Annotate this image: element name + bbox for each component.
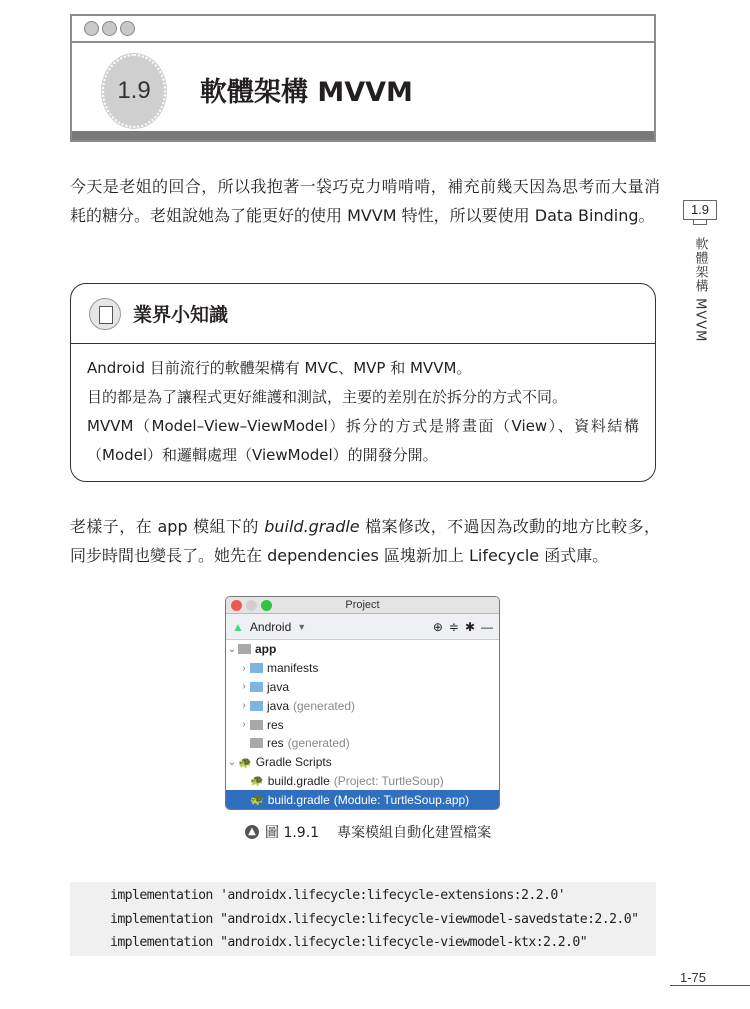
figure-caption: ▲ 圖 1.9.1 專案模組自動化建置檔案 (245, 822, 491, 842)
tip-box (70, 283, 656, 482)
android-icon: ▲ (232, 619, 244, 634)
tree-item[interactable]: › manifests (242, 661, 319, 676)
paragraph: 今天是老姐的回合，所以我抱著一袋巧克力啃啃啃，補充前幾天因為思考而大量消耗的糖分。老姐說她為了能更好的使用 MVVM 特性，所以要使用 Data Binding。 (70, 177, 660, 225)
tree-item[interactable]: 🐢 build.gradle (Project: TurtleSoup) (250, 773, 444, 788)
project-window (225, 596, 500, 810)
code-block (70, 882, 656, 956)
tree-item[interactable]: › res (242, 717, 284, 732)
paragraph: 老樣子，在 app 模組下的 build.gradle 檔案修改，不過因為改動的地方比較多，同步時間也變長了。她先在 dependencies 區塊新加上 Lifecycle 函式庫。 (70, 517, 660, 565)
collapse-icon[interactable]: ≑ (448, 619, 459, 634)
notes-icon (89, 298, 121, 330)
code-line: implementation "androidx.lifecycle:lifecycle-viewmodel-ktx:2.2.0" (110, 935, 588, 950)
section-number-badge: 1.9 (102, 54, 166, 128)
tree-item[interactable]: › java (242, 679, 290, 694)
locate-icon[interactable]: ⊕ (432, 619, 443, 634)
view-selector[interactable]: Android (249, 619, 292, 634)
side-tab (680, 200, 720, 342)
minimize-icon[interactable]: — (481, 619, 493, 634)
chapter-header (70, 14, 656, 142)
tree-item[interactable]: ⌄ app (227, 642, 277, 657)
code-line: implementation "androidx.lifecycle:lifecycle-viewmodel-savedstate:2.2.0" (110, 911, 639, 927)
window-title: Project (345, 599, 380, 611)
side-tab-title: 軟體架構 MVVM (692, 237, 708, 343)
gradle-icon: 🐢 (250, 775, 264, 788)
code-line: implementation 'androidx.lifecycle:lifecycle-extensions:2.2.0' (110, 888, 566, 903)
page-number: 1-75 (670, 970, 750, 986)
tree-item[interactable]: › java (generated) (242, 698, 356, 713)
gear-icon[interactable]: ✱ (464, 619, 475, 634)
gradle-icon: 🐢 (250, 794, 264, 807)
tree-item-selected[interactable]: 🐢 build.gradle (Module: TurtleSoup.app) (226, 790, 499, 809)
section-title: 軟體架構 MVVM (200, 77, 413, 108)
tip-title: 業界小知識 (133, 304, 229, 326)
tree-item[interactable]: res (generated) (226, 734, 499, 753)
window-dots (72, 16, 654, 43)
tip-line: MVVM（Model–View–ViewModel）拆分的方式是將畫面（View）、資料結構（Model）和邏輯處理（ViewModel）的開發分開。 (87, 417, 639, 464)
tip-line: 目的都是為了讓程式更好維護和測試，主要的差別在於拆分的方式不同。 (87, 388, 568, 406)
tree-item[interactable]: ⌄ 🐢 Gradle Scripts (227, 755, 332, 770)
monitor-icon: 1.9 (683, 200, 717, 220)
gradle-icon: 🐢 (238, 756, 252, 769)
tip-line: Android 目前流行的軟體架構有 MVC、MVP 和 MVVM。 (87, 359, 472, 377)
filename: build.gradle (264, 517, 360, 536)
chevron-down-icon[interactable]: ▼ (297, 621, 307, 632)
arrow-up-icon: ▲ (245, 825, 259, 839)
